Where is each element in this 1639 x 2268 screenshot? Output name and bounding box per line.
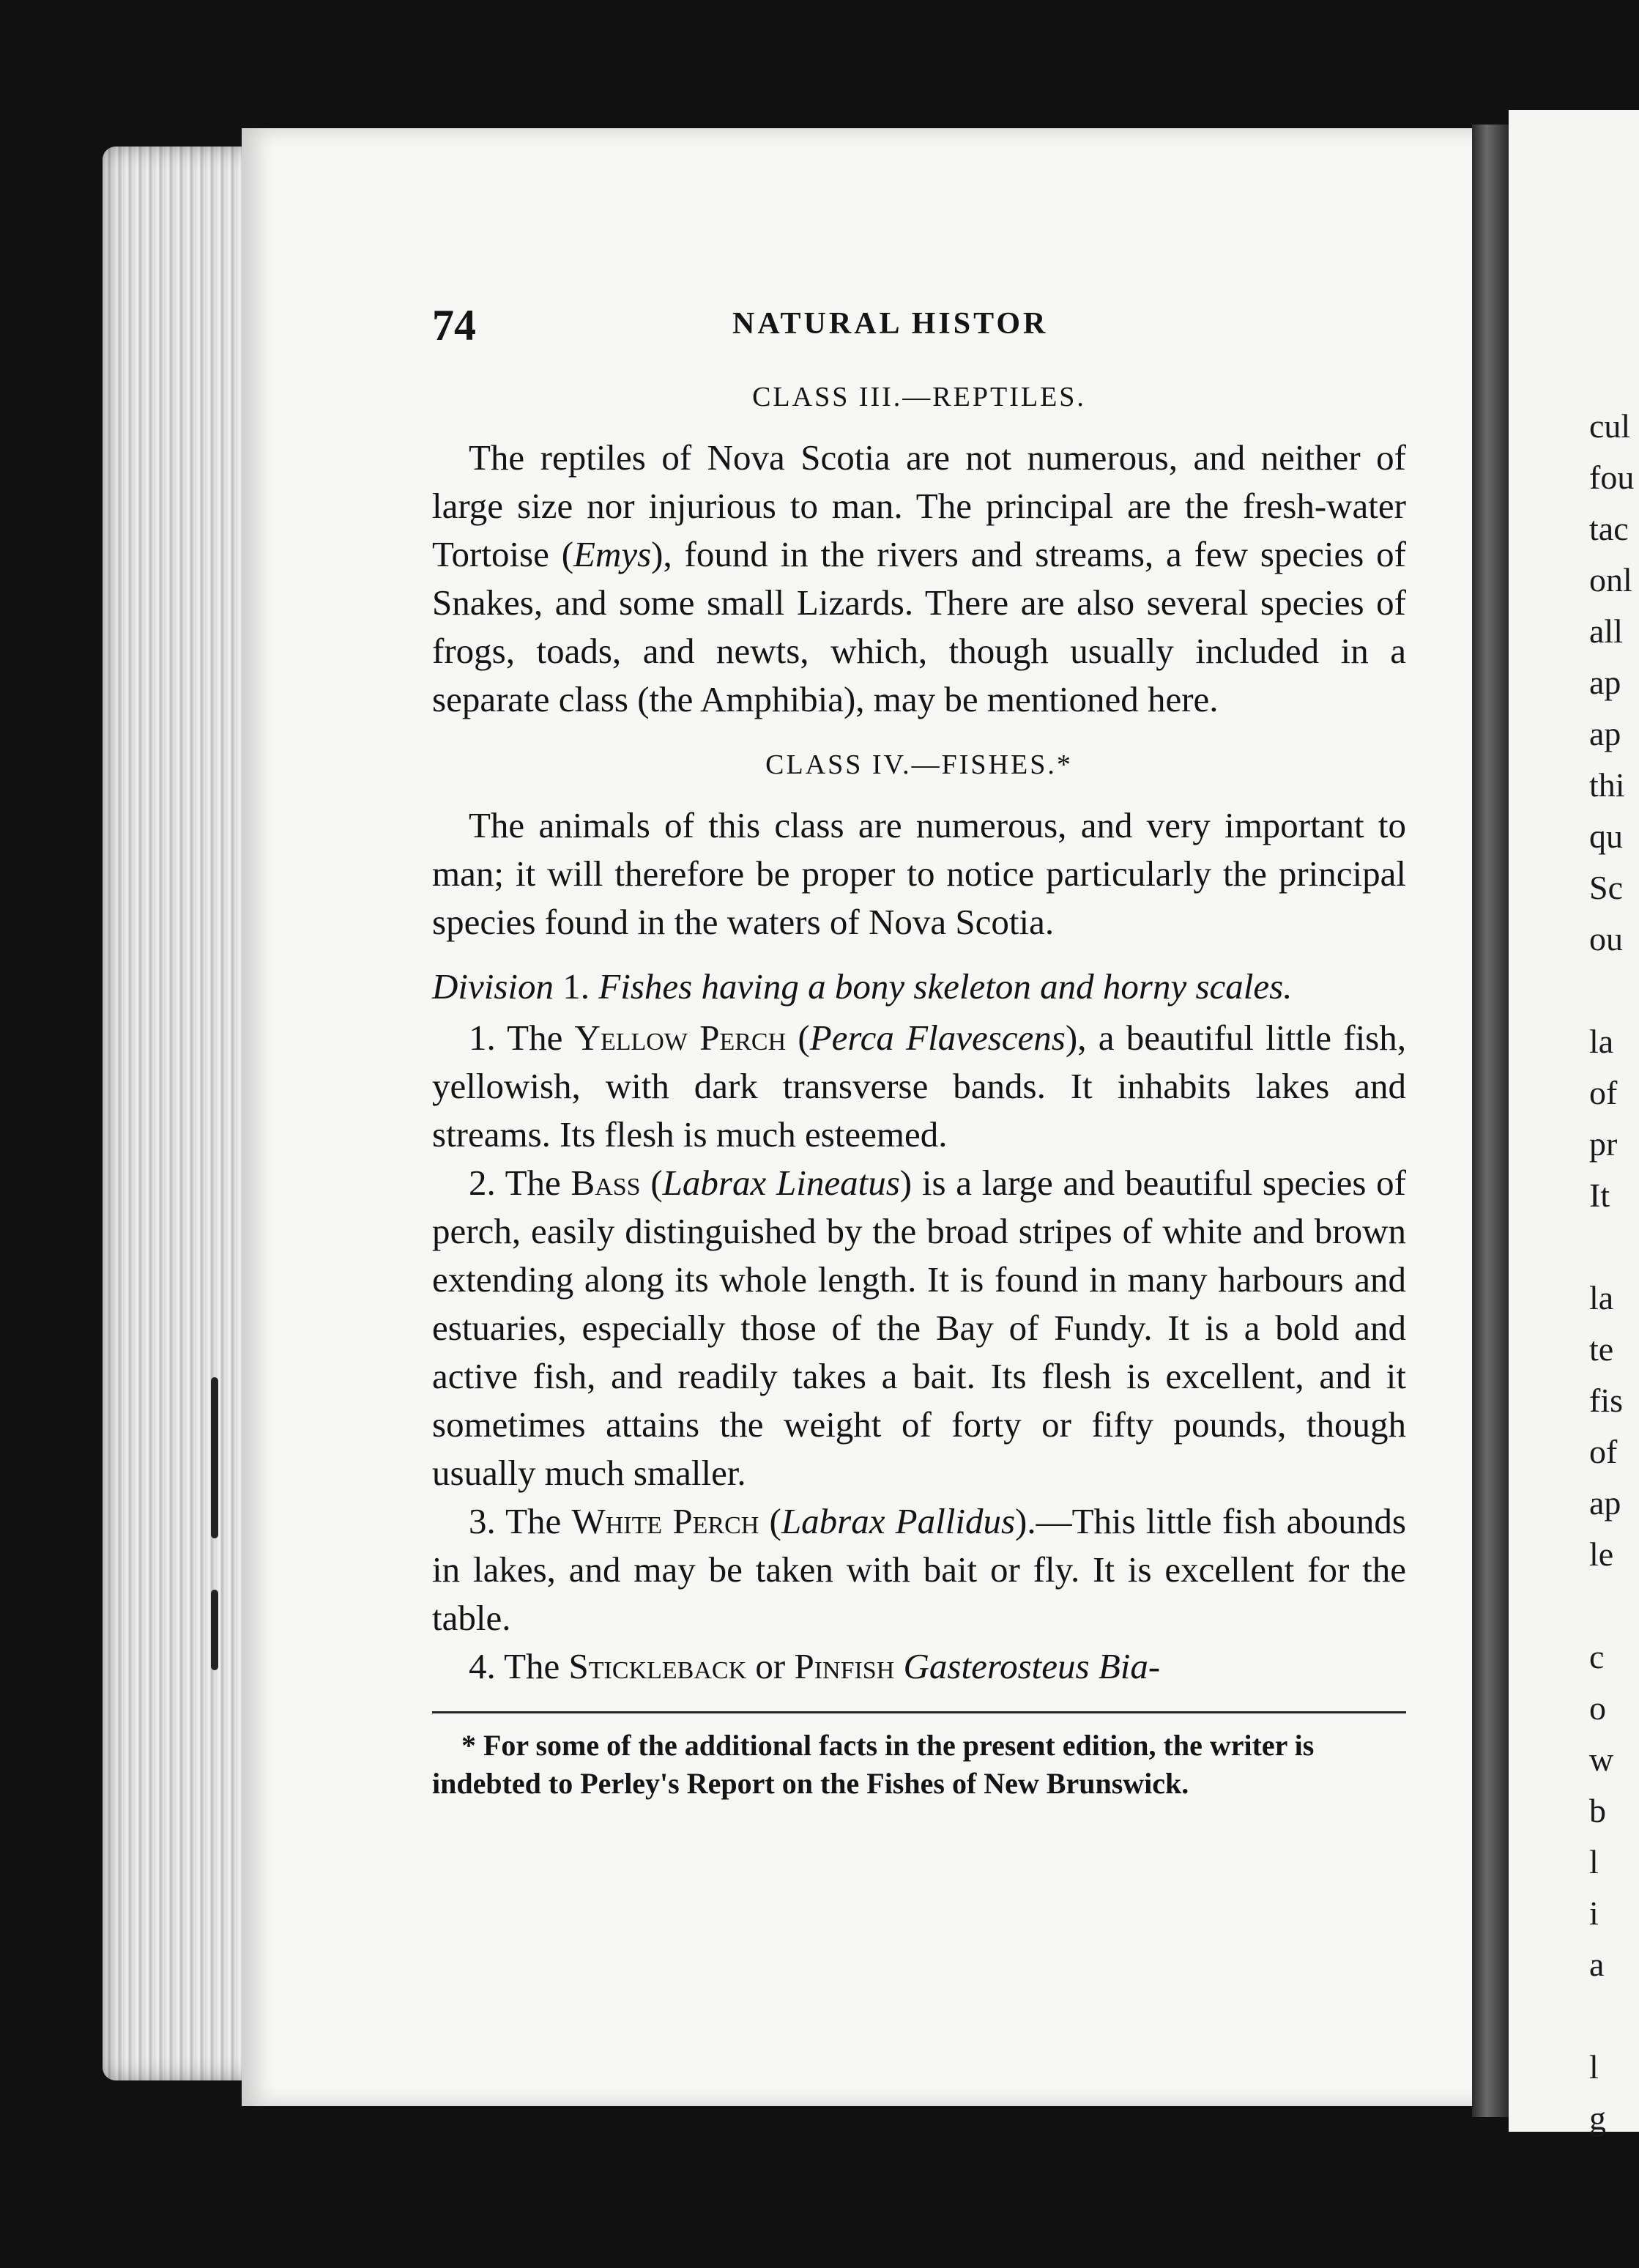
fish-item xyxy=(432,1159,1406,1497)
facing-page-fragment: w xyxy=(1589,1741,1614,1778)
latin-name: Perca Flavescens xyxy=(809,1018,1066,1058)
facing-page-fragment: thi xyxy=(1589,766,1625,804)
page-clip-mark xyxy=(211,1590,218,1670)
facing-page-fragment: i xyxy=(1589,1894,1599,1932)
item-text: ).—This little fish abounds in lakes, and may be taken with bait or fly. It is excellent for the table. xyxy=(432,1501,1406,1638)
facing-page-fragment: ou xyxy=(1589,920,1623,957)
reptiles-heading: CLASS III.—REPTILES. xyxy=(752,382,1086,412)
fishes-intro: The animals of this class are numerous, and very important to man; it will therefore be proper to notice particularly the principal species found in the waters of Nova Scotia. xyxy=(432,805,1406,942)
emys-italic: Emys xyxy=(573,534,652,574)
fish-name: Bass xyxy=(571,1163,641,1203)
reptiles-text-2: ), found in the rivers and streams, a few species of Snakes, and some small Lizards. There are also several species of frogs, toads, and newts, which, though usually included in a separate class (the Amphibia), may be mentioned here. xyxy=(432,534,1406,719)
item-number: 4. The xyxy=(469,1646,569,1686)
facing-page-fragment: all xyxy=(1589,612,1623,650)
division-text: Fishes having a bony skeleton and horny scales. xyxy=(598,966,1293,1007)
facing-page-fragment: It xyxy=(1589,1176,1610,1214)
facing-page-fragment: la xyxy=(1589,1023,1614,1060)
facing-page-fragment: pr xyxy=(1589,1125,1618,1163)
running-head xyxy=(432,300,1406,366)
item-text: ) is a large and beautiful species of perch, easily distinguished by the broad stripes of white and brown extending along its whole length. It is found in many harbours and estuaries, especially those of the Bay of Fundy. It is a bold and active fish, and readily takes a bait. Its flesh is excellent, and it sometimes attains the weight of forty or fifty pounds, though usually much smaller. xyxy=(432,1163,1406,1493)
fish-name: Yellow Perch xyxy=(574,1018,787,1058)
item-joiner: ( xyxy=(786,1018,810,1058)
facing-page-fragment: te xyxy=(1589,1330,1614,1368)
fish-alt-name: Pinfish xyxy=(794,1646,895,1686)
facing-page-fragment: Sc xyxy=(1589,869,1623,906)
facing-page-fragment: fis xyxy=(1589,1382,1623,1419)
facing-page-fragment: ap xyxy=(1589,1484,1621,1522)
item-number: 3. The xyxy=(469,1501,572,1541)
division-heading xyxy=(432,963,1406,1011)
page-clip-mark xyxy=(211,1377,218,1538)
division-number: 1. xyxy=(562,966,590,1007)
facing-page-fragment: l xyxy=(1589,1843,1599,1880)
fish-item xyxy=(432,1642,1406,1691)
facing-page-fragment: cul xyxy=(1589,407,1631,445)
facing-page-fragment: of xyxy=(1589,1074,1618,1111)
facing-page-fragment: la xyxy=(1589,1279,1614,1316)
page-content xyxy=(432,300,1406,1803)
running-title: NATURAL HISTOR xyxy=(732,307,1049,341)
facing-page-fragment: b xyxy=(1589,1792,1606,1829)
facing-page-fragment: qu xyxy=(1589,818,1623,855)
facing-page-fragment: onl xyxy=(1589,561,1632,598)
fishes-heading: CLASS IV.—FISHES.* xyxy=(765,749,1073,780)
fish-name: White Perch xyxy=(571,1501,759,1541)
facing-page-fragment: l xyxy=(1589,2048,1599,2086)
book-gutter xyxy=(1472,125,1509,2117)
fish-item xyxy=(432,1497,1406,1642)
page-number: 74 xyxy=(432,301,476,349)
latin-name: Gasterosteus Bia- xyxy=(894,1646,1161,1686)
item-text: ), a beautiful little fish, yellowish, with dark transverse bands. It inhabits lakes and streams. Its flesh is much esteemed. xyxy=(432,1018,1407,1155)
facing-page-fragment: o xyxy=(1589,1689,1606,1727)
fish-item xyxy=(432,1014,1406,1159)
reptiles-paragraph xyxy=(432,434,1406,724)
latin-name: Labrax Pallidus xyxy=(781,1501,1016,1541)
fish-name: Stickleback xyxy=(568,1646,747,1686)
item-number: 1. The xyxy=(469,1018,575,1058)
latin-name: Labrax Lineatus xyxy=(662,1163,900,1203)
facing-page-fragment: le xyxy=(1589,1535,1614,1573)
facing-page-fragment: g xyxy=(1589,2100,1606,2137)
facing-page-fragment: fou xyxy=(1589,459,1635,496)
facing-page-fragment: ap xyxy=(1589,664,1621,701)
item-joiner: ( xyxy=(640,1163,663,1203)
facing-page-fragment: ap xyxy=(1589,715,1621,752)
facing-page-fragment: c xyxy=(1589,1638,1605,1675)
reptiles-text-1: The reptiles of Nova Scotia are not numerous, and neither of large size nor injurious to man. The principal are the fresh-water Tortoise ( xyxy=(432,437,1406,574)
facing-page-fragment: tac xyxy=(1589,510,1629,547)
division-word: Division xyxy=(432,966,554,1007)
item-joiner: ( xyxy=(759,1501,781,1541)
facing-page-fragment: a xyxy=(1589,1946,1605,1983)
footnote: * For some of the additional facts in the present edition, the writer is indebted to Perley's Report on the Fishes of New Brunswick. xyxy=(432,1729,1315,1800)
footnote-rule xyxy=(432,1711,1406,1713)
item-joiner: or xyxy=(746,1646,795,1686)
facing-page-fragment: of xyxy=(1589,1433,1618,1470)
item-number: 2. The xyxy=(469,1163,571,1203)
